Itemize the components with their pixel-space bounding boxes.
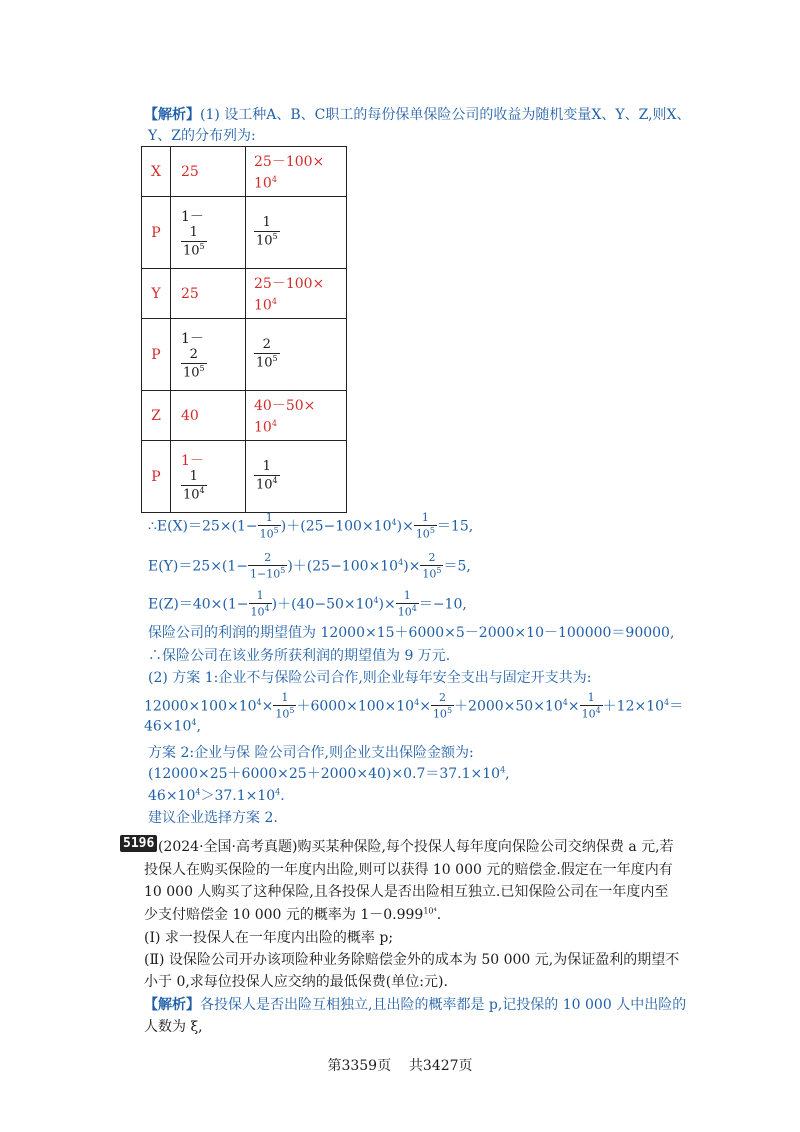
problem-line3: 10 000 人购买了这种保险,且各投保人是否出险相互独立.已知保险公司在一年度内至 <box>144 884 669 900</box>
table-row <box>142 319 347 391</box>
question-2-line2: 小于 0,求每位投保人应交纳的最低保费(单位:元). <box>144 974 448 990</box>
fraction: $\frac{1}{10^4}$ <box>256 458 278 493</box>
row-label: Y <box>142 269 171 319</box>
distribution-table <box>141 146 347 513</box>
value-cell: 40－50× $10^4$ <box>246 391 347 441</box>
plan2-heading: 方案 2:企业与保 险公司合作,则企业支出保险金额为: <box>148 745 474 761</box>
page-total: 共3427页 <box>408 1058 473 1074</box>
row-label: P <box>142 319 171 391</box>
page-number: 第3359页 <box>327 1058 392 1074</box>
profit-line: 保险公司的利润的期望值为 12000×15＋6000×5－2000×10－100000＝90000, <box>148 625 675 641</box>
problem-line2: 投保人在购买保险的一年度内出险,则可以获得 10 000 元的赔偿金.假定在一年度内有 <box>144 862 673 878</box>
value-cell <box>246 197 347 269</box>
fraction: $\frac{1}{10^4}$ <box>183 468 205 503</box>
table-row <box>142 391 347 441</box>
fraction: $\frac{1}{10^5}$ <box>183 224 205 259</box>
problem-line4: 少支付赔偿金 10 000 元的概率为 $1-0.999^{10^4}$. <box>144 906 442 923</box>
fraction: $\frac{1}{10^4}$ <box>581 691 601 721</box>
problem-number-badge: 5196 <box>120 835 157 852</box>
fraction: $\frac{2}{10^5}$ <box>183 346 205 381</box>
suggestion-line: 建议企业选择方案 2. <box>148 810 278 826</box>
question-2-line1: (Ⅱ) 设保险公司开办该项险种业务除赔偿金外的成本为 50 000 元,为保证盈利的期望不 <box>144 952 680 968</box>
problem-line1: (2024·全国·高考真题)购买某种保险,每个投保人每年度向保险公司交纳保费 a 元,若 <box>158 839 674 855</box>
value-cell: 25－100× $10^4$ <box>246 269 347 319</box>
plan1-result: $46\times 10^4$, <box>144 718 201 735</box>
fraction: $\frac{1}{10^4}$ <box>397 589 417 619</box>
table-row <box>142 441 347 513</box>
fraction: $\frac{1}{10^5}$ <box>259 511 279 541</box>
row-label: Z <box>142 391 171 441</box>
fraction: $\frac{2}{10^5}$ <box>256 336 278 371</box>
equation-ez: E(Z)＝40×(1− $\frac{1}{10^4}$ )$+(40-50\times 10^4)\times$ $\frac{1}{10^4}$ ＝−10, <box>148 589 467 619</box>
fraction: $\frac{1}{10^5}$ <box>256 214 278 249</box>
equation-ey: E(Y)＝25×(1− $\frac{2}{1-10^5}$ )$+(25-100\times 10^4)\times$ $\frac{2}{10^5}$ ＝5, <box>148 551 471 581</box>
value-cell <box>246 441 347 513</box>
row-label: X <box>142 147 171 197</box>
question-1: (Ⅰ) 求一投保人在一年度内出险的概率 p; <box>144 930 394 946</box>
table-row <box>142 147 347 197</box>
analysis-label: 【解析】 <box>144 997 200 1013</box>
conclusion-line: ∴保险公司在该业务所获利润的期望值为 9 万元. <box>148 648 451 664</box>
value-cell: 25 <box>171 147 246 197</box>
plan-comparison: $46\times 10^4>37.1\times 10^4$. <box>148 787 285 804</box>
fraction: $\frac{2}{10^5}$ <box>432 691 453 721</box>
fraction: $\frac{2}{10^5}$ <box>422 551 442 581</box>
analysis-intro-line1: 【解析】(1) 设工种A、B、C职工的每份保单保险公司的收益为随机变量X、Y、Z,则X、 <box>144 107 691 123</box>
equation-ex: ∴E(X)＝25×(1− $\frac{1}{10^5}$ )$+(25-100\times 10^4)\times$ $\frac{1}{10^5}$ ＝15, <box>148 511 474 541</box>
value-cell: 1－ $\frac{1}{10^5}$ <box>171 197 246 269</box>
row-label: P <box>142 197 171 269</box>
value-cell: 25 <box>171 269 246 319</box>
analysis-intro-line2: Y、Z的分布列为: <box>148 128 256 144</box>
plan1-heading: (2) 方案 1:企业不与保险公司合作,则企业每年安全支出与固定开支共为: <box>148 670 592 686</box>
answer-line2: 人数为 ξ, <box>144 1019 203 1035</box>
value-cell: 1－ $\frac{2}{10^5}$ <box>171 319 246 391</box>
answer-line1: 【解析】各投保人是否出险互相独立,且出险的概率都是 p,记投保的 10 000 人中出险的 <box>144 997 687 1013</box>
table-row <box>142 197 347 269</box>
plan2-calc: $(12000\times 25+6000\times 25+2000\times 40)\times 0.7=37.1\times 10^4$, <box>148 765 510 782</box>
fraction: $\frac{1}{10^5}$ <box>415 511 435 541</box>
fraction: $\frac{1}{10^5}$ <box>275 691 295 721</box>
page-footer <box>0 1055 800 1075</box>
value-cell <box>246 319 347 391</box>
fraction: $\frac{2}{1-10^5}$ <box>250 551 286 581</box>
value-cell: 40 <box>171 391 246 441</box>
fraction: $\frac{1}{10^4}$ <box>250 589 270 619</box>
plan1-calc: $12000\times 100\times 10^4\times$ $\frac{1}{10^5}$ $+6000\times 100\times 10^4\times$ $\frac{2}{10^5}$ $+2000\times 50\times 10^4\times$ $\frac{1}{10^4}$ $+12\times 10^4=$ <box>144 691 684 721</box>
value-cell: 25－100× $10^4$ <box>246 147 347 197</box>
row-label: P <box>142 441 171 513</box>
value-cell: 1－ $\frac{1}{10^4}$ <box>171 441 246 513</box>
analysis-label: 【解析】 <box>144 107 200 123</box>
table-row <box>142 269 347 319</box>
